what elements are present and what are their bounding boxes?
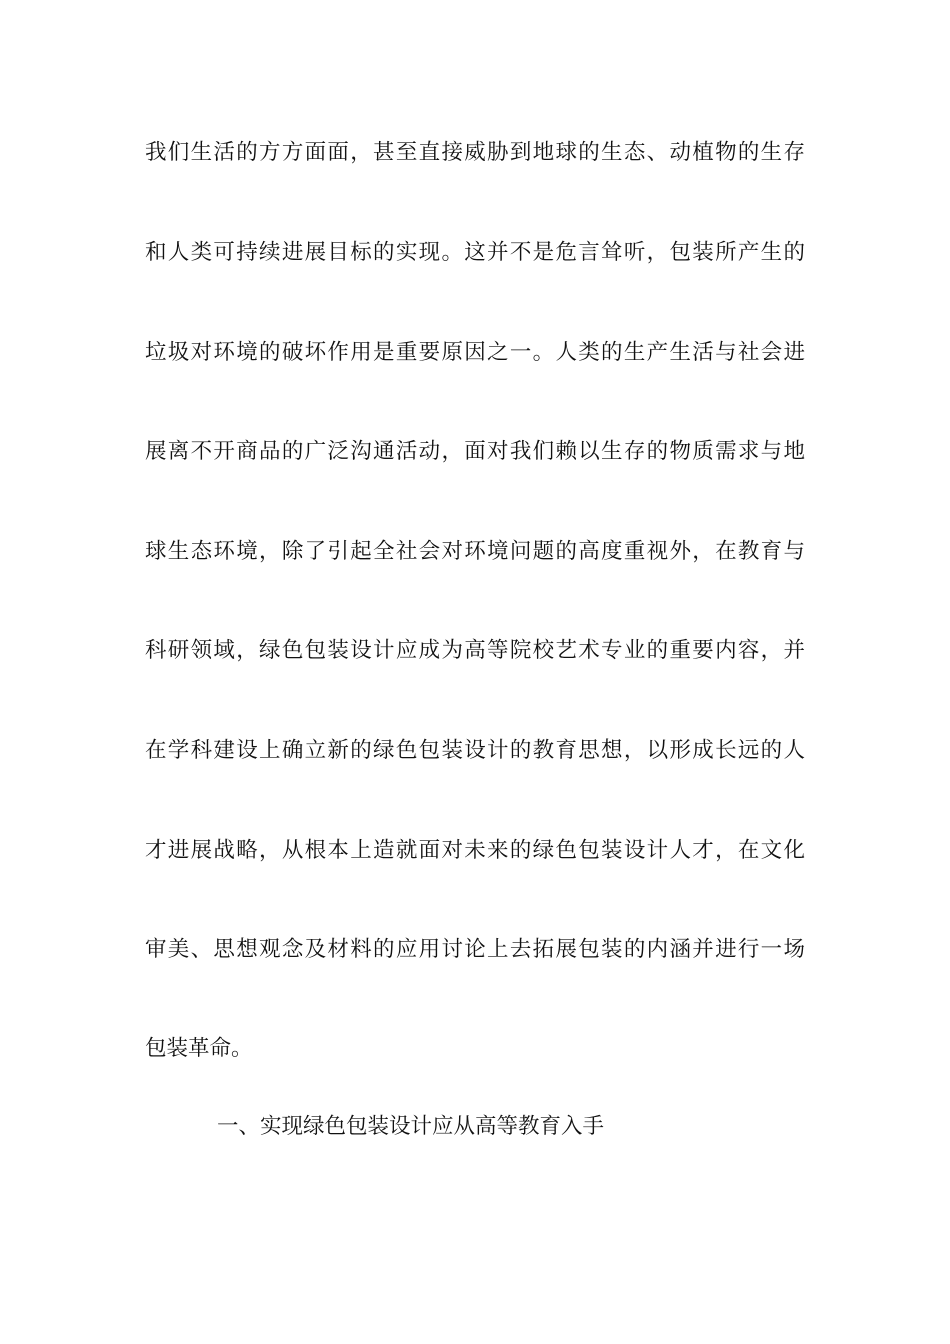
paragraph-line-2: 和人类可持续进展目标的实现。这并不是危言耸听，包装所产生的 [145,240,805,265]
paragraph-line-6: 科研领域，绿色包装设计应成为高等院校艺术专业的重要内容，并 [145,638,805,663]
paragraph-line-1: 我们生活的方方面面，甚至直接威胁到地球的生态、动植物的生存 [145,140,805,165]
paragraph-line-4: 展离不开商品的广泛沟通活动，面对我们赖以生存的物质需求与地 [145,439,805,464]
paragraph-line-10: 包装革命。 [145,1036,253,1061]
paragraph-line-3: 垃圾对环境的破坏作用是重要原因之一。人类的生产生活与社会进 [145,340,805,365]
paragraph-line-8: 才进展战略，从根本上造就面对未来的绿色包装设计人才，在文化 [145,838,805,863]
section-heading: 一、实现绿色包装设计应从高等教育入手 [217,1114,605,1139]
paragraph-line-9: 审美、思想观念及材料的应用讨论上去拓展包装的内涵并进行一场 [145,937,805,962]
paragraph-line-5: 球生态环境，除了引起全社会对环境问题的高度重视外，在教育与 [145,539,805,564]
paragraph-line-7: 在学科建设上确立新的绿色包装设计的教育思想，以形成长远的人 [145,738,805,763]
